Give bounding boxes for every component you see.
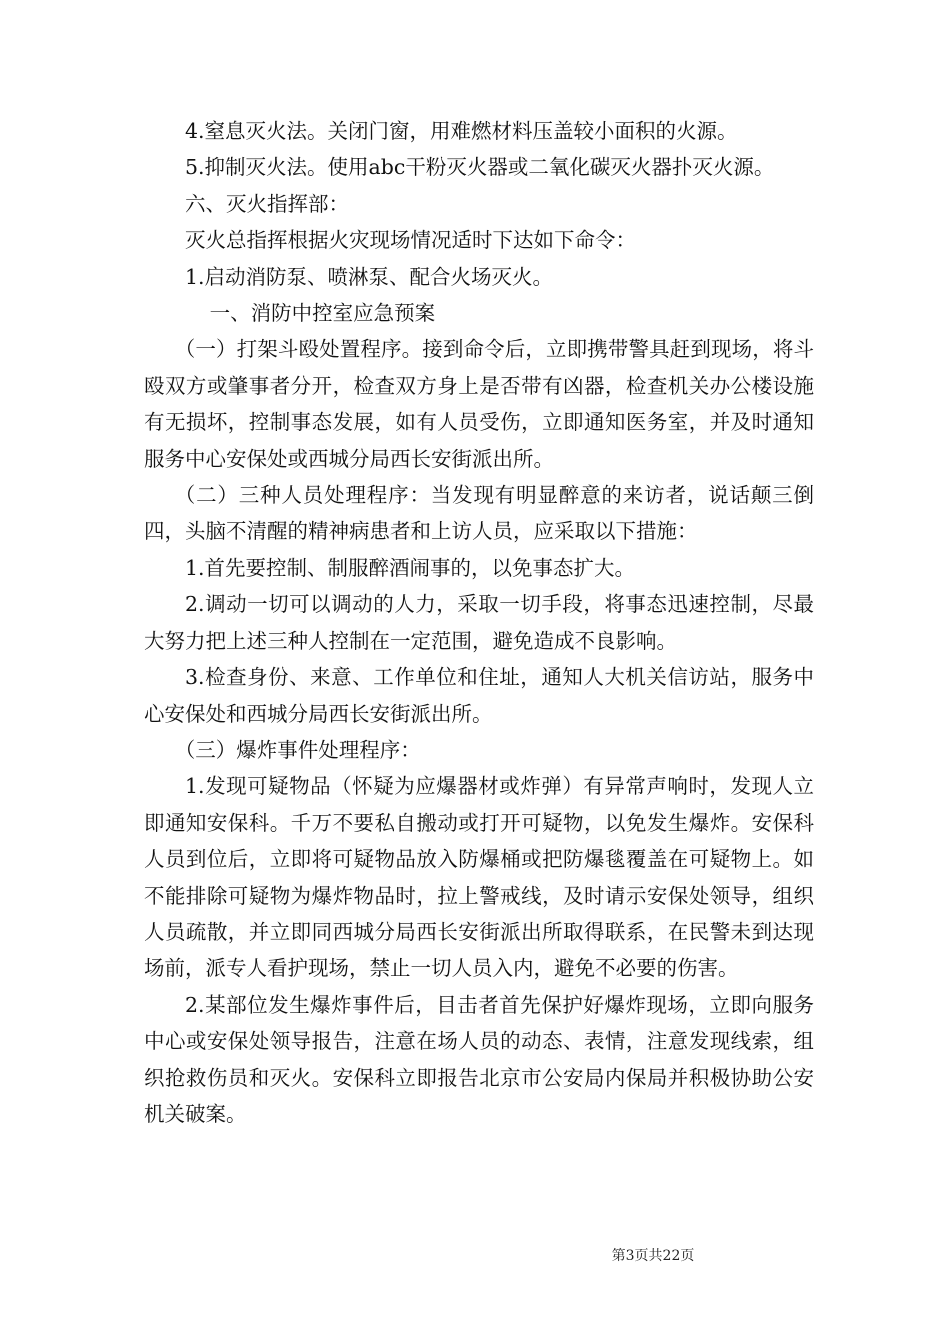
paragraph-suspicious-item: 1.发现可疑物品（怀疑为应爆器材或炸弹）有异常声响时，发现人立即通知安保科。千万不要私自搬动或打开可疑物，以免发生爆炸。安保科人员到位后，立即将可疑物品放入防爆桶或把防爆毯覆盖在可疑物上。如不能排除可疑物为爆炸物品时，拉上警戒线，及时请示安保处领导，组织人员疏散，并立即同西城分局西长安街派出所取得联系，在民警未到达现场前，派专人看护现场，禁止一切人员入内，避免不必要的伤害。 (144, 774, 814, 981)
document-body (144, 113, 814, 1132)
page-footer (0, 1247, 950, 1265)
paragraph-mobilize-manpower: 2.调动一切可以调动的人力，采取一切手段，将事态迅速控制，尽最大努力把上述三种人控制在一定范围，避免造成不良影响。 (144, 592, 814, 653)
paragraph-suffocation-method: 4.窒息灭火法。关闭门窗，用难燃材料压盖较小面积的火源。 (185, 119, 738, 143)
heading-fire-command: 六、灭火指挥部： (185, 191, 349, 216)
heading-explosion-procedure: （三）爆炸事件处理程序： (174, 737, 421, 762)
heading-control-room-plan: 一、消防中控室应急预案 (209, 301, 436, 326)
paragraph-fight-procedure: （一）打架斗殴处置程序。接到命令后，立即携带警具赶到现场，将斗殴双方或肇事者分开，检查双方身上是否带有凶器，检查机关办公楼设施有无损坏，控制事态发展，如有人员受伤，立即通知医务室，并及时通知服务中心安保处或西城分局西长安街派出所。 (144, 337, 814, 471)
paragraph-three-persons-procedure: （二）三种人员处理程序：当发现有明显醉意的来访者，说话颠三倒四，头脑不清醒的精神病患者和上访人员，应采取以下措施： (144, 483, 814, 544)
paragraph-after-explosion: 2.某部位发生爆炸事件后，目击者首先保护好爆炸现场，立即向服务中心或安保处领导报告，注意在场人员的动态、表情，注意发现线索，组织抢救伤员和灭火。安保科立即报告北京市公安局内保局并积极协助公安机关破案。 (144, 992, 814, 1126)
page-number-label: 第3页共22页 (611, 1248, 695, 1264)
paragraph-commander-orders: 灭火总指挥根据火灾现场情况适时下达如下命令： (185, 228, 636, 253)
paragraph-suppression-method: 5.抑制灭火法。使用abc干粉灭火器或二氧化碳灭火器扑灭火源。 (185, 155, 775, 180)
paragraph-check-identity: 3.检查身份、来意、工作单位和住址，通知人大机关信访站，服务中心安保处和西城分局西长安街派出所。 (144, 665, 814, 726)
paragraph-start-pumps: 1.启动消防泵、喷淋泵、配合火场灭火。 (185, 264, 554, 289)
paragraph-control-drunk: 1.首先要控制、制服醉酒闹事的，以免事态扩大。 (185, 555, 636, 580)
